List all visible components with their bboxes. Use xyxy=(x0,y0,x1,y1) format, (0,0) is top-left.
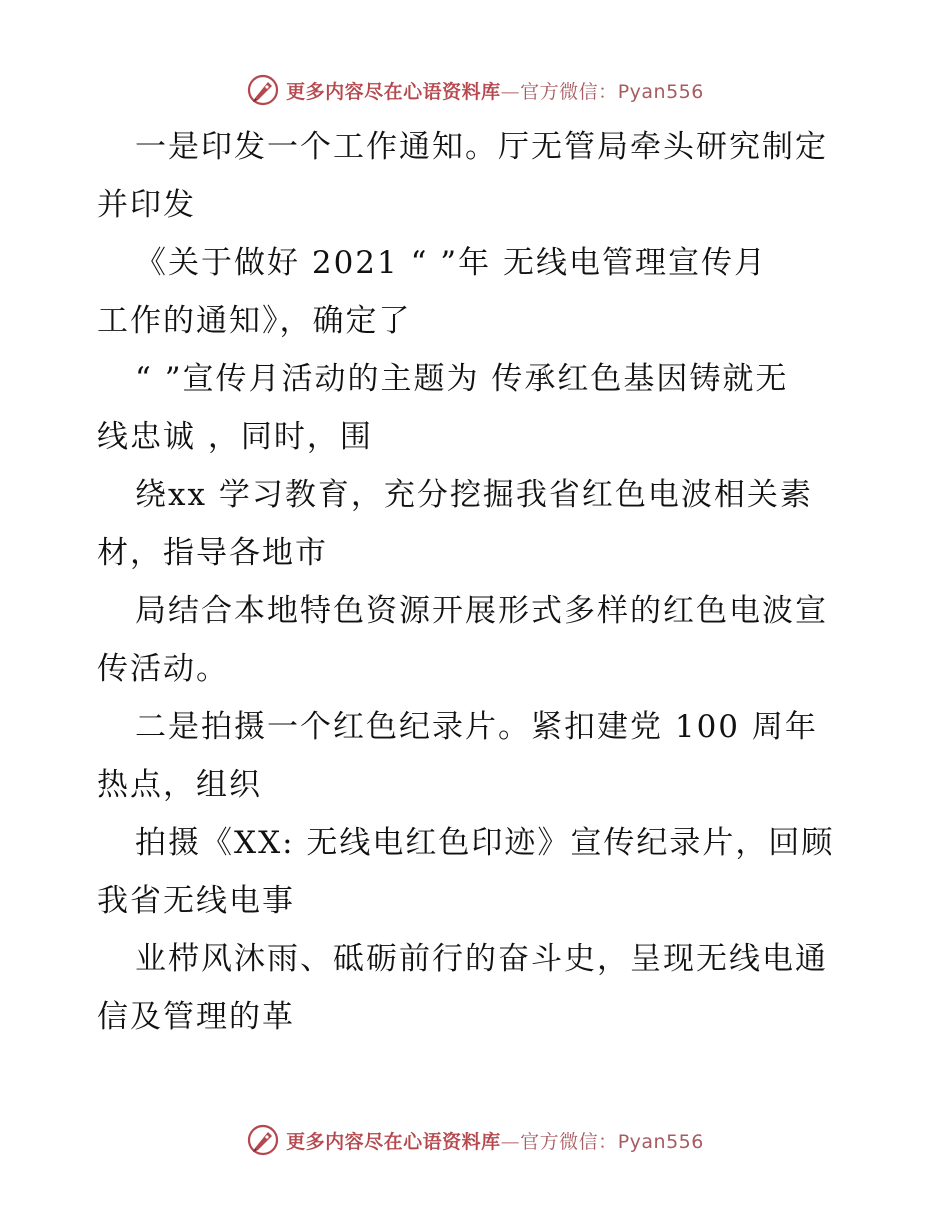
header-banner xyxy=(0,70,950,110)
document-body xyxy=(97,118,857,1046)
paragraph-line: 线忠诚 ，同时，围 xyxy=(97,419,373,455)
pen-nib-icon xyxy=(246,1123,280,1157)
banner-wechat-id: Pyan556 xyxy=(617,80,704,103)
paragraph-line: 工作的通知》，确定了 xyxy=(97,303,412,339)
banner-separator: — xyxy=(500,80,521,103)
paragraph-line: “ ”宣传月活动的主题为 传承红色基因铸就无 xyxy=(135,361,789,397)
banner-wechat-label: 官方微信： xyxy=(520,80,618,103)
banner-main-text: 更多内容尽在心语资料库 xyxy=(286,80,501,103)
paragraph-line: 一是印发一个工作通知。厅无管局牵头研究制定 xyxy=(135,129,828,165)
paragraph-line: 并印发 xyxy=(97,187,196,223)
paragraph-line: 二是拍摄一个红色纪录片。紧扣建党 100 周年 xyxy=(135,709,818,745)
banner-wechat-id: Pyan556 xyxy=(617,1130,704,1153)
header-banner-text xyxy=(286,77,704,104)
footer-banner xyxy=(0,1120,950,1160)
banner-wechat-label: 官方微信： xyxy=(520,1130,618,1153)
paragraph-line: 热点，组织 xyxy=(97,767,262,803)
paragraph-line: 我省无线电事 xyxy=(97,883,295,919)
banner-main-text: 更多内容尽在心语资料库 xyxy=(286,1130,501,1153)
banner-separator: — xyxy=(500,1130,521,1153)
paragraph-line: 绕xx 学习教育，充分挖掘我省红色电波相关素 xyxy=(135,477,813,513)
paragraph-line: 信及管理的革 xyxy=(97,999,295,1035)
footer-banner-text xyxy=(286,1127,704,1154)
paragraph-line: 《关于做好 2021 “ ”年 无线电管理宣传月 xyxy=(135,245,768,281)
paragraph-line: 业栉风沐雨、砥砺前行的奋斗史，呈现无线电通 xyxy=(135,941,828,977)
paragraph-line: 拍摄《XX: 无线电红色印迹》宣传纪录片，回顾 xyxy=(135,825,835,861)
paragraph-line: 材，指导各地市 xyxy=(97,535,328,571)
paragraph-line: 传活动。 xyxy=(97,651,229,687)
paragraph-line: 局结合本地特色资源开展形式多样的红色电波宣 xyxy=(135,593,828,629)
pen-nib-icon xyxy=(246,73,280,107)
